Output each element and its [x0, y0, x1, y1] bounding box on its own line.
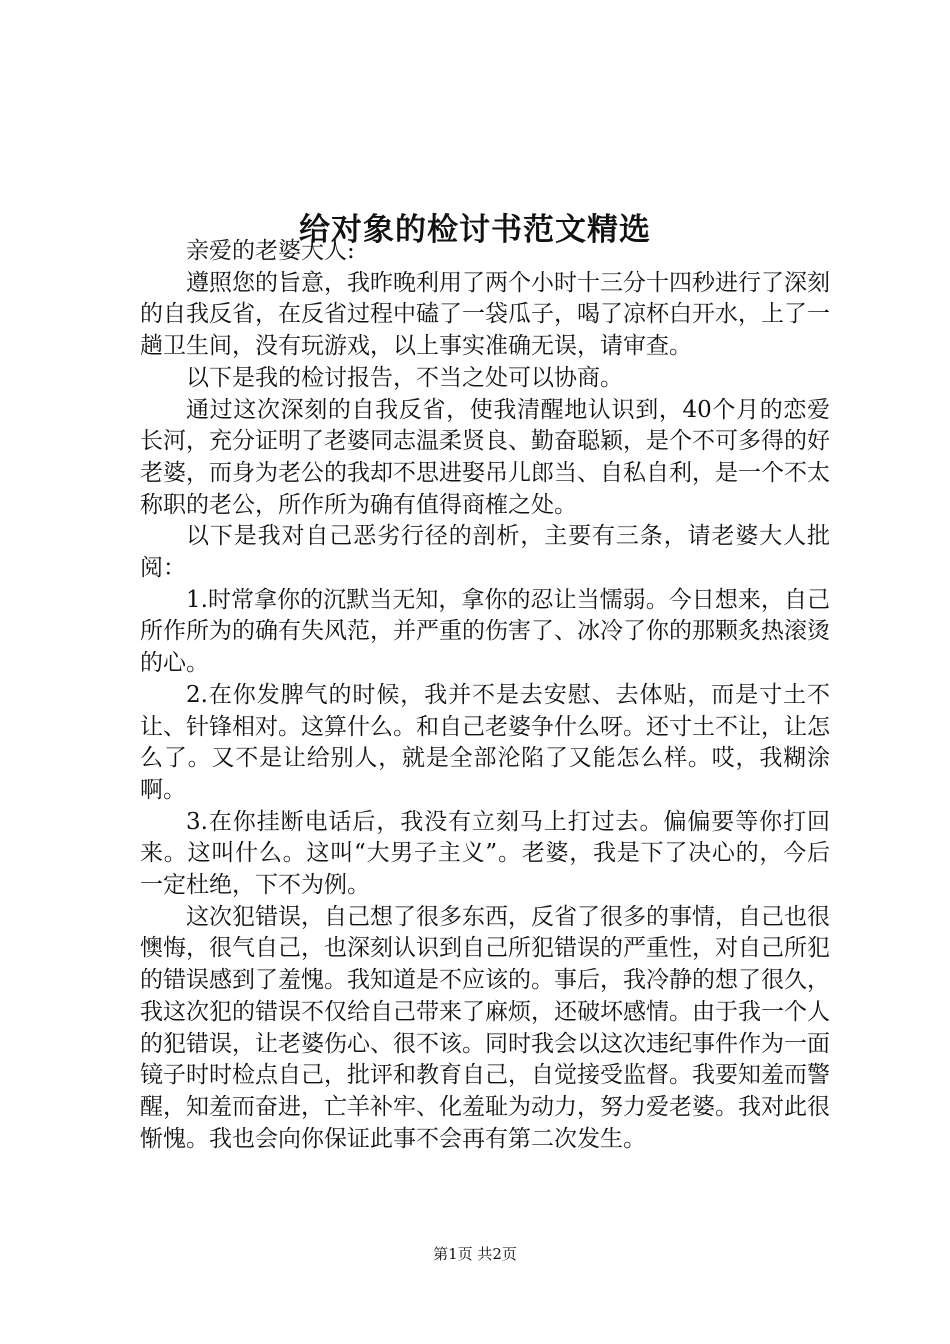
paragraph: 以下是我的检讨报告，不当之处可以协商。 [186, 364, 623, 391]
paragraph: 遵照您的旨意，我昨晚利用了两个小时十三分十四秒进行了深刻的自我反省，在反省过程中磕了一袋瓜子，喝了凉杯白开水，上了一趟卫生间，没有玩游戏，以上事实准确无误，请审查。 [140, 269, 830, 360]
paragraph: 这次犯错误，自己想了很多东西，反省了很多的事情，自己也很懊悔，很气自己，也深刻认识到自己所犯错误的严重性，对自己所犯的错误感到了羞愧。我知道是不应该的。事后，我冷静的想了很久，我这次犯的错误不仅给自己带来了麻烦，还破坏感情。由于我一个人的犯错误，让老婆伤心、很不该。同时我会以这次违纪事件作为一面镜子时时检点自己，批评和教育自己，自觉接受监督。我要知羞而警醒，知羞而奋进，亡羊补牢、化羞耻为动力，努力爱老婆。我对此很惭愧。我也会向你保证此事不会再有第二次发生。 [140, 903, 830, 1152]
salutation: 亲爱的老婆大人: [186, 238, 355, 264]
page-title: 给对象的检讨书范文精选 [299, 211, 651, 248]
document-body [140, 236, 830, 1155]
list-item: 3.在你挂断电话后，我没有立刻马上打过去。偏偏要等你打回来。这叫什么。这叫“大男子主义”。老婆，我是下了决心的，今后一定杜绝，下不为例。 [140, 808, 830, 899]
page-footer: 第1页 共2页 [433, 1245, 517, 1263]
paragraph: 通过这次深刻的自我反省，使我清醒地认识到，40个月的恋爱长河，充分证明了老婆同志温柔贤良、勤奋聪颖，是个不可多得的好老婆，而身为老公的我却不思进娶吊儿郎当、自私自利，是一个不太称职的老公，所作所为确有值得商榷之处。 [140, 396, 830, 518]
list-item: 2.在你发脾气的时候，我并不是去安慰、去体贴，而是寸土不让、针锋相对。这算什么。和自己老婆争什么呀。还寸土不让，让怎么了。又不是让给别人，就是全部沦陷了又能怎么样。哎，我糊涂啊。 [140, 681, 830, 803]
paragraph: 以下是我对自己恶劣行径的剖析，主要有三条，请老婆大人批阅： [140, 523, 830, 582]
list-item: 1.时常拿你的沉默当无知，拿你的忍让当懦弱。今日想来，自己所作所为的确有失风范，并严重的伤害了、冰冷了你的那颗炙热滚烫的心。 [140, 586, 830, 677]
